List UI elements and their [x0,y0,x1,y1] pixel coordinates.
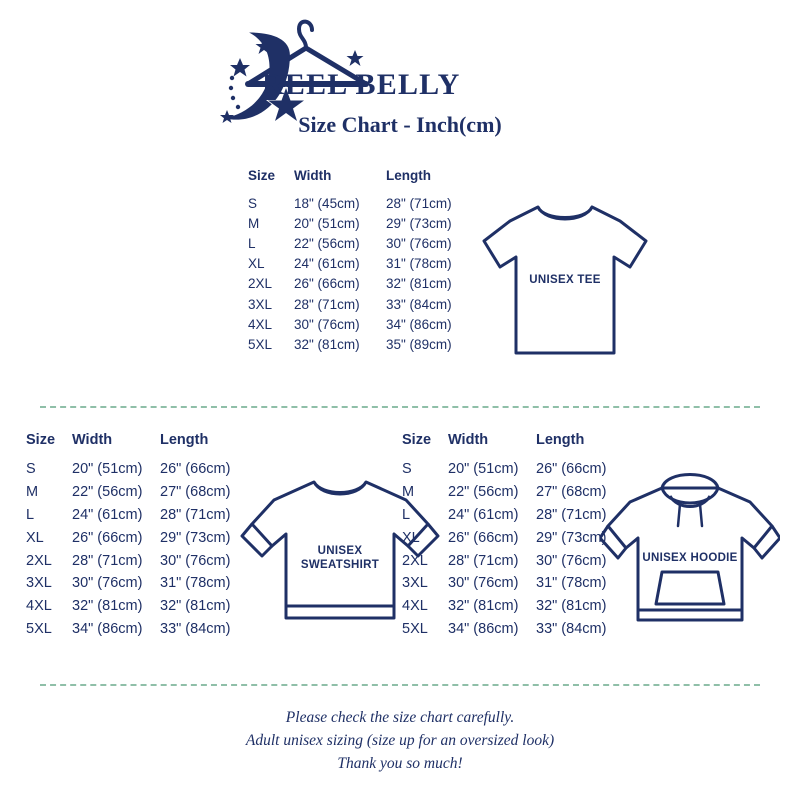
cell-width: 26" (66cm) [72,529,143,546]
section-divider [40,406,760,408]
table-row [26,617,230,640]
cell-length: 33" (84cm) [386,296,452,312]
page-title: Size Chart - Inch(cm) [298,112,502,137]
table-row [402,549,606,572]
table-row [248,193,452,213]
cell-size: 2XL [402,552,428,569]
sweatshirt-label-line1: UNISEX [317,545,363,557]
hoodie-size-table [402,432,606,640]
table-row [26,595,230,618]
table-row [402,526,606,549]
column-header-size: Size [402,432,432,448]
cell-size: 5XL [402,620,428,637]
section-divider [40,684,760,686]
cell-width: 22" (56cm) [294,235,360,251]
cell-size: 2XL [26,552,52,569]
column-header-size: Size [248,168,276,183]
cell-length: 31" (78cm) [160,575,231,592]
footer-note [0,706,800,775]
cell-width: 24" (61cm) [72,506,143,523]
cell-length: 28" (71cm) [386,195,452,211]
table-row [26,458,230,481]
cell-size: 4XL [402,598,428,615]
column-header-length: Length [536,432,585,448]
cell-length: 27" (68cm) [536,484,607,501]
cell-length: 31" (78cm) [386,256,452,272]
cell-size: 3XL [402,575,428,592]
table-row [402,481,606,504]
cell-size: S [26,461,36,478]
cell-width: 20" (51cm) [294,215,360,231]
table-row [248,334,452,354]
cell-length: 32" (81cm) [160,598,231,615]
sweatshirt-label-line2: SWEATSHIRT [300,559,380,571]
brand-name: REEL BELLY [262,68,461,101]
table-row [248,254,452,274]
column-header-width: Width [448,432,489,448]
cell-size: 2XL [248,276,273,292]
cell-size: M [402,484,415,501]
cell-length: 28" (71cm) [536,506,607,523]
cell-length: 31" (78cm) [536,575,607,592]
table-row [248,314,452,334]
cell-length: 32" (81cm) [536,598,607,615]
cell-width: 30" (76cm) [294,316,360,332]
cell-width: 22" (56cm) [72,484,143,501]
cell-width: 24" (61cm) [448,506,519,523]
cell-length: 33" (84cm) [160,620,231,637]
cell-length: 29" (73cm) [536,529,607,546]
footer-line-1: Please check the size chart carefully. [285,709,515,726]
table-header-row [248,168,452,193]
cell-size: L [402,506,411,523]
cell-width: 32" (81cm) [294,336,360,352]
cell-width: 34" (86cm) [72,620,143,637]
cell-size: 4XL [248,316,273,332]
cell-width: 28" (71cm) [448,552,519,569]
cell-size: S [248,195,258,211]
cell-size: XL [248,256,265,272]
table-row [26,504,230,527]
table-row [26,526,230,549]
table-row [402,595,606,618]
cell-size: M [248,215,260,231]
cell-width: 30" (76cm) [448,575,519,592]
column-header-size: Size [26,432,56,448]
table-row [402,458,606,481]
cell-length: 26" (66cm) [160,461,231,478]
cell-width: 18" (45cm) [294,195,360,211]
cell-length: 35" (89cm) [386,336,452,352]
cell-size: L [26,506,35,523]
table-row [402,504,606,527]
table-header-row [26,432,230,458]
cell-length: 29" (73cm) [160,529,231,546]
cell-width: 20" (51cm) [448,461,519,478]
cell-width: 32" (81cm) [72,598,143,615]
cell-size: 3XL [26,575,52,592]
table-row [26,572,230,595]
table-row [26,481,230,504]
cell-length: 30" (76cm) [160,552,231,569]
cell-length: 32" (81cm) [386,276,452,292]
cell-size: 5XL [248,336,273,352]
table-row [402,617,606,640]
tee-label: UNISEX TEE [529,274,601,286]
cell-width: 32" (81cm) [448,598,519,615]
cell-width: 24" (61cm) [294,256,360,272]
footer-line-3: Thank you so much! [337,755,463,772]
cell-length: 33" (84cm) [536,620,607,637]
cell-width: 22" (56cm) [448,484,519,501]
table-row [402,572,606,595]
cell-length: 28" (71cm) [160,506,231,523]
cell-width: 34" (86cm) [448,620,519,637]
cell-length: 34" (86cm) [386,316,452,332]
column-header-length: Length [386,168,431,183]
table-row [248,274,452,294]
column-header-length: Length [160,432,209,448]
cell-length: 27" (68cm) [160,484,231,501]
cell-width: 26" (66cm) [448,529,519,546]
table-row [248,213,452,233]
hoodie-label: UNISEX HOODIE [642,552,738,564]
column-header-width: Width [294,168,332,183]
table-header-row [402,432,606,458]
cell-width: 28" (71cm) [294,296,360,312]
cell-width: 28" (71cm) [72,552,143,569]
column-header-width: Width [72,432,113,448]
cell-size: XL [26,529,44,546]
cell-width: 26" (66cm) [294,276,360,292]
cell-size: 5XL [26,620,52,637]
cell-size: XL [402,529,420,546]
table-row [248,294,452,314]
sweatshirt-size-table [26,432,230,640]
tee-size-table [248,168,452,355]
cell-width: 30" (76cm) [72,575,143,592]
cell-length: 30" (76cm) [536,552,607,569]
footer-line-2: Adult unisex sizing (size up for an oversized look) [245,732,555,749]
cell-length: 29" (73cm) [386,215,452,231]
table-row [248,233,452,253]
table-row [26,549,230,572]
cell-length: 26" (66cm) [536,461,607,478]
cell-size: L [248,235,256,251]
cell-length: 30" (76cm) [386,235,452,251]
cell-size: 4XL [26,598,52,615]
cell-size: S [402,461,412,478]
cell-size: 3XL [248,296,273,312]
cell-width: 20" (51cm) [72,461,143,478]
cell-size: M [26,484,39,501]
